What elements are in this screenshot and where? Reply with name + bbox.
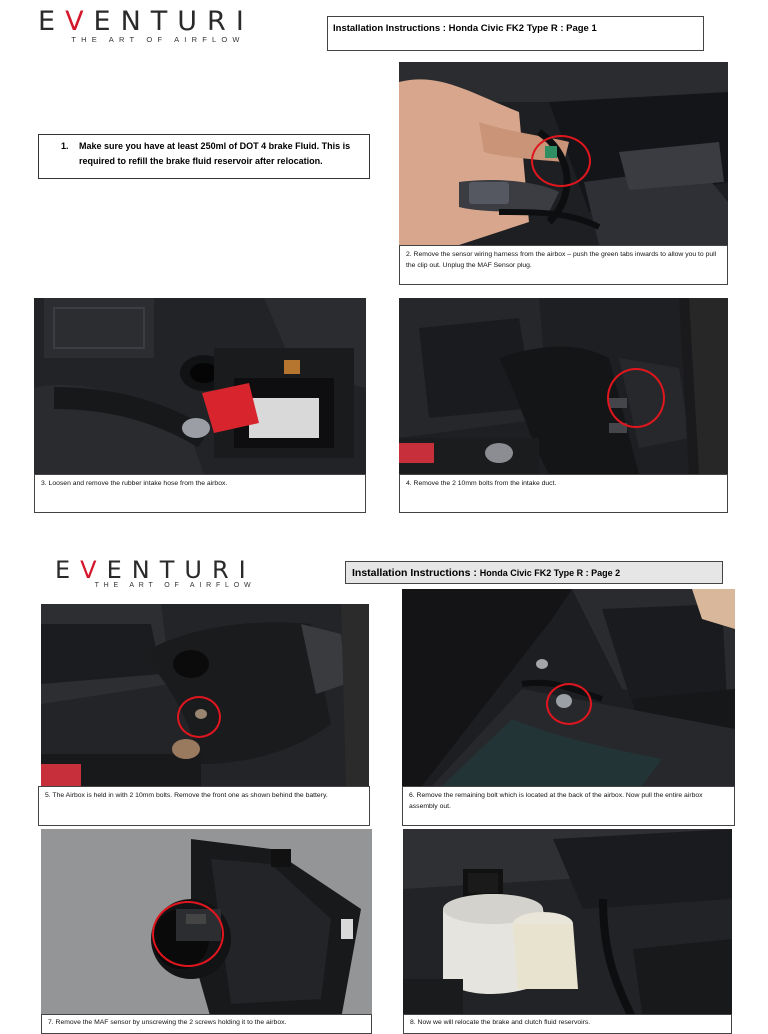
logo-letter-v: V <box>65 6 94 37</box>
caption-step4 <box>399 474 728 513</box>
photo-step7 <box>41 829 372 1019</box>
logo-tagline: THE ART OF AIRFLOW <box>94 582 256 589</box>
step1-instruction <box>38 134 370 179</box>
highlight-ring <box>177 696 221 738</box>
logo-letters-right: ENTURI <box>106 556 256 584</box>
logo-letters-left: E <box>38 6 66 37</box>
photo-step4 <box>399 298 728 474</box>
logo-letters-left: E <box>55 556 81 584</box>
step1-text: Make sure you have at least 250ml of DOT 4 brake Fluid. This is required to refill the brake fluid reservoir after relocation. <box>79 141 351 166</box>
caption-step8-text: 8. Now we will relocate the brake and clutch fluid reservoirs. <box>410 1019 591 1026</box>
photo-step2 <box>399 62 728 245</box>
eventuri-logo <box>38 6 278 44</box>
photo-step8 <box>403 829 732 1019</box>
logo-tagline: THE ART OF AIRFLOW <box>71 35 245 44</box>
caption-step4-text: 4. Remove the 2 10mm bolts from the intake duct. <box>406 480 557 487</box>
caption-step6 <box>402 786 735 826</box>
page1-title <box>327 16 704 51</box>
page2-title-suffix: Honda Civic FK2 Type R : Page 2 <box>479 568 621 578</box>
caption-step8 <box>403 1014 732 1034</box>
step1-number: 1. <box>61 141 69 151</box>
logo-wordmark <box>38 6 278 37</box>
highlight-ring <box>152 901 224 967</box>
caption-step7 <box>41 1014 372 1034</box>
photo-step5 <box>41 604 369 786</box>
eventuri-logo-page2 <box>55 556 295 589</box>
caption-step6-text: 6. Remove the remaining bolt which is located at the back of the airbox. Now pull the entire airbox assembly out. <box>409 792 703 810</box>
caption-step3 <box>34 474 366 513</box>
highlight-ring <box>531 135 591 187</box>
highlight-ring <box>607 368 665 428</box>
caption-step7-text: 7. Remove the MAF sensor by unscrewing the 2 screws holding it to the airbox. <box>48 1019 287 1026</box>
photo-step6 <box>402 589 735 786</box>
logo-letters-right: ENTURI <box>93 6 254 37</box>
caption-step2 <box>399 245 728 285</box>
page1-title-text: Installation Instructions : Honda Civic FK2 Type R : Page 1 <box>333 23 597 34</box>
logo-letter-v: V <box>80 556 107 584</box>
caption-step3-text: 3. Loosen and remove the rubber intake hose from the airbox. <box>41 480 228 487</box>
page2-title <box>345 561 723 584</box>
highlight-ring <box>546 683 592 725</box>
caption-step5-text: 5. The Airbox is held in with 2 10mm bolts. Remove the front one as shown behind the battery. <box>45 792 328 799</box>
logo-wordmark <box>55 556 295 584</box>
page2-title-prefix: Installation Instructions : <box>352 567 480 579</box>
photo-step3 <box>34 298 366 474</box>
caption-step2-text: 2. Remove the sensor wiring harness from the airbox – push the green tabs inwards to allow you to pull the clip out. Unplug the MAF Sensor plug. <box>406 251 717 269</box>
caption-step5 <box>38 786 370 826</box>
